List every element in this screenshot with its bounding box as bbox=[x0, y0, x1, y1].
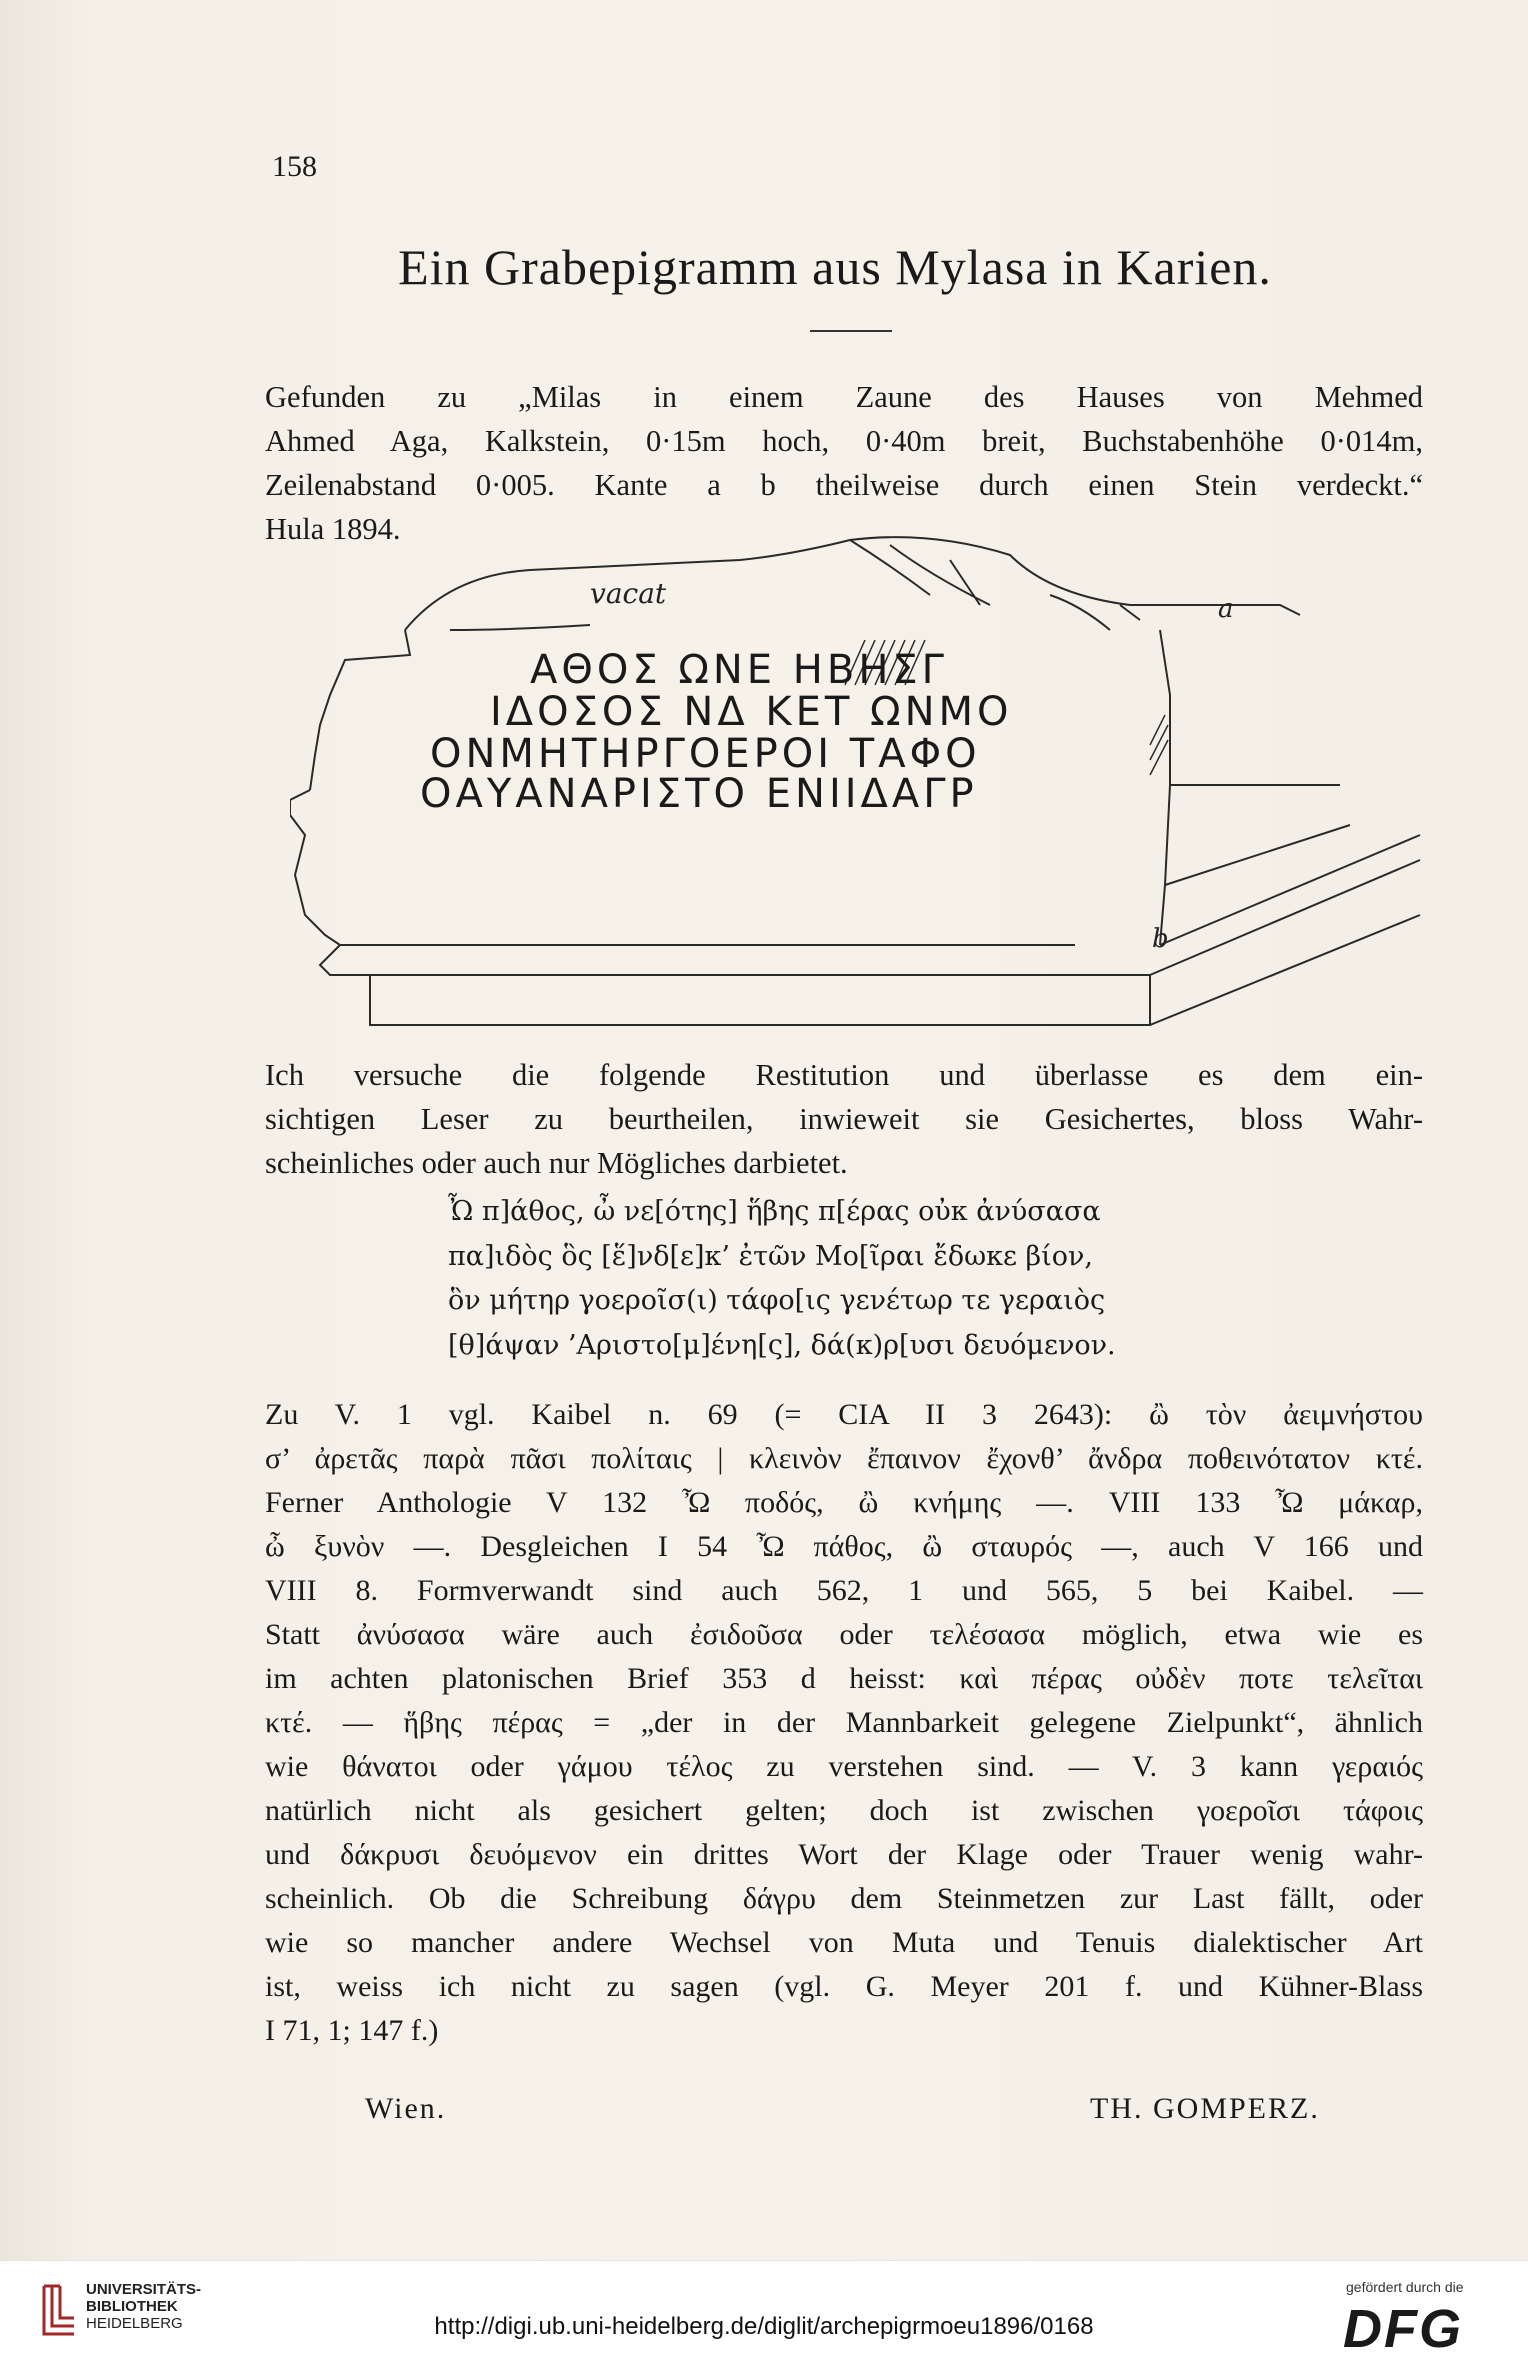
corner-b-label: b bbox=[1152, 924, 1169, 954]
commentary-line: scheinlich. Ob die Schreibung δάγρυ dem Steinmetzen zur Last fällt, oder bbox=[265, 1882, 1423, 1915]
commentary-line: und δάκρυσι δευόμενον ein drittes Wort der Klage oder Trauer wenig wahr- bbox=[265, 1838, 1423, 1871]
commentary-line: κτέ. — ἥβης πέρας = „der in der Mannbarkeit gelegene Zielpunkt“, ähnlich bbox=[265, 1706, 1423, 1739]
greek-verse: [θ]άψαν ’Αριστο[μ]ένη[ς], δά(κ)ρ[υσι δευόμενον. bbox=[448, 1329, 1116, 1361]
intro-line: Zeilenabstand 0·005. Kante a b theilweise durch einen Stein verdeckt.“ bbox=[265, 468, 1423, 502]
greek-verse: Ὦ π]άθος, ὦ νε[ότης] ἥβης π[έρας οὐκ ἀνύσασα bbox=[448, 1196, 1101, 1227]
title-divider bbox=[810, 330, 892, 332]
restitution-line: sichtigen Leser zu beurtheilen, inwieweit sie Gesichertes, bloss Wahr- bbox=[265, 1102, 1423, 1136]
intro-line: Gefunden zu „Milas in einem Zaune des Hauses von Mehmed bbox=[265, 380, 1423, 414]
intro-line: Hula 1894. bbox=[265, 512, 401, 546]
intro-paragraph bbox=[265, 375, 1423, 551]
greek-verses bbox=[448, 1190, 1116, 1368]
dfg-logo: DFG bbox=[1343, 2299, 1463, 2359]
intro-line: Ahmed Aga, Kalkstein, 0·15m hoch, 0·40m breit, Buchstabenhöhe 0·014m, bbox=[265, 424, 1423, 458]
page-number: 158 bbox=[272, 150, 317, 183]
corner-a-label: a bbox=[1218, 594, 1234, 624]
commentary-line: Statt ἀνύσασα wäre auch ἐσιδοῦσα oder τελέσασα möglich, etwa wie es bbox=[265, 1618, 1423, 1651]
commentary-line: I 71, 1; 147 f.) bbox=[265, 2014, 439, 2047]
commentary-line: wie so mancher andere Wechsel von Muta und Tenuis dialektischer Art bbox=[265, 1926, 1423, 1959]
commentary-line: natürlich nicht als gesichert gelten; doch ist zwischen γοεροῖσι τάφοις bbox=[265, 1794, 1423, 1827]
greek-verse: ὃν μήτηρ γοεροῖσ(ι) τάφο[ις γενέτωρ τε γεραιὸς bbox=[448, 1285, 1106, 1316]
library-line: BIBLIOTHEK bbox=[86, 2298, 178, 2315]
article-title: Ein Grabepigramm aus Mylasa in Karien. bbox=[398, 239, 1272, 295]
commentary-line: wie θάνατοι oder γάμου τέλος zu verstehen sind. — V. 3 kann γεραιός bbox=[265, 1750, 1423, 1783]
commentary-line: ist, weiss ich nicht zu sagen (vgl. G. Meyer 201 f. und Kühner-Blass bbox=[265, 1970, 1423, 2003]
commentary-line: Ferner Anthologie V 132 Ὦ ποδός, ὢ κνήμης —. VIII 133 Ὦ μάκαρ, bbox=[265, 1486, 1423, 1519]
library-line: HEIDELBERG bbox=[86, 2315, 183, 2332]
inscription-line: ΟΑΥΑΝΑΡΙΣΤΟ ΕΝΙΙΔΑΓΡ bbox=[420, 771, 978, 817]
restitution-line: scheinliches oder auch nur Mögliches darbietet. bbox=[265, 1146, 848, 1180]
commentary-line: Zu V. 1 vgl. Kaibel n. 69 (= CIA II 3 2643): ὢ τὸν ἀειμνήστου bbox=[265, 1398, 1423, 1431]
commentary-line: im achten platonischen Brief 353 d heisst: καὶ πέρας οὐδὲν ποτε τελεῖται bbox=[265, 1662, 1423, 1695]
signature-place: Wien. bbox=[365, 2092, 447, 2125]
signature-author: TH. GOMPERZ. bbox=[1090, 2092, 1320, 2125]
commentary-line: ὦ ξυνὸν —. Desgleichen I 54 Ὦ πάθος, ὢ σταυρός —, auch V 166 und bbox=[265, 1530, 1423, 1563]
vacat-label: vacat bbox=[590, 577, 667, 610]
library-line: UNIVERSITÄTS- bbox=[86, 2281, 202, 2298]
greek-verse: πα]ιδὸς ὃς [ἕ]νδ[ε]κ’ ἐτῶν Μο[ῖραι ἔδωκε βίον, bbox=[448, 1240, 1093, 1272]
inscription-drawing bbox=[290, 535, 1430, 1030]
permalink[interactable]: http://digi.ub.uni-heidelberg.de/diglit/archepigrmoeu1896/0168 bbox=[434, 2313, 1094, 2340]
restitution-line: Ich versuche die folgende Restitution und überlasse es dem ein- bbox=[265, 1058, 1423, 1092]
inscription-line: ΟΝΜΗΤΗΡΓΟΕΡΟΙ ΤΑΦΟ bbox=[430, 731, 981, 777]
commentary-line: σ’ ἀρετᾶς παρὰ πᾶσι πολίταις | κλεινὸν ἔπαινον ἔχονθ’ ἄνδρα ποθεινότατον κτέ. bbox=[265, 1442, 1423, 1475]
commentary-line: VIII 8. Formverwandt sind auch 562, 1 und 565, 5 bei Kaibel. — bbox=[265, 1574, 1423, 1607]
commentary-paragraph bbox=[265, 1393, 1423, 2053]
inscription-line: ΙΔΟΣΟΣ ΝΔ ΚΕΤ ΩΝΜΟ bbox=[490, 689, 1013, 735]
inscription-line: ΑΘΟΣ ΩΝΕ ΗΒΗΣΓ bbox=[530, 647, 948, 693]
sponsor-note: gefördert durch die bbox=[1346, 2279, 1464, 2295]
restitution-paragraph bbox=[265, 1053, 1423, 1185]
